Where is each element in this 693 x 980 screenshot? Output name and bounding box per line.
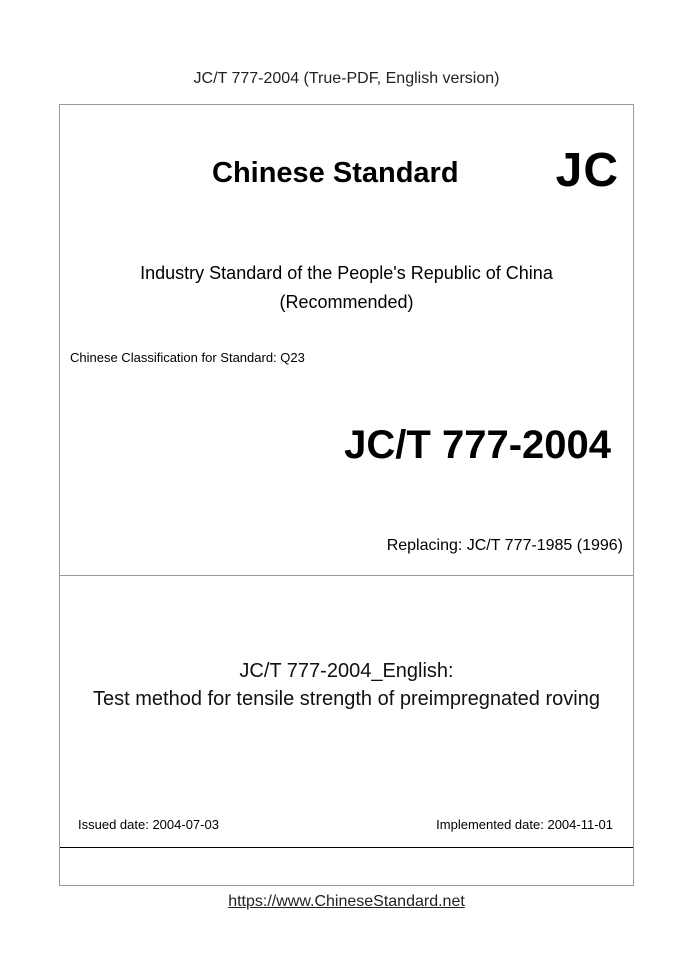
classification-text: Chinese Classification for Standard: Q23 bbox=[70, 350, 305, 365]
footer-divider bbox=[60, 847, 633, 848]
implemented-date: Implemented date: 2004-11-01 bbox=[436, 817, 613, 832]
website-link[interactable]: https://www.ChineseStandard.net bbox=[228, 893, 465, 910]
issued-date: Issued date: 2004-07-03 bbox=[78, 817, 219, 832]
title-block bbox=[60, 657, 633, 713]
page-header: JC/T 777-2004 (True-PDF, English version) bbox=[193, 70, 500, 87]
title-code: JC/T 777-2004_English: bbox=[239, 660, 454, 682]
section-divider bbox=[60, 575, 633, 576]
doc-type-heading: Chinese Standard bbox=[212, 157, 459, 189]
issuer-line: Industry Standard of the People's Republic of China bbox=[140, 263, 553, 283]
issuer-block bbox=[60, 259, 633, 317]
recommended-label: (Recommended) bbox=[279, 292, 414, 312]
replacing-text: Replacing: JC/T 777-1985 (1996) bbox=[386, 537, 623, 554]
title-text: Test method for tensile strength of preimpregnated roving bbox=[93, 688, 600, 710]
standard-number: JC/T 777-2004 bbox=[344, 423, 611, 467]
doc-code-mark: JC bbox=[555, 144, 619, 197]
cover-frame bbox=[59, 104, 634, 886]
